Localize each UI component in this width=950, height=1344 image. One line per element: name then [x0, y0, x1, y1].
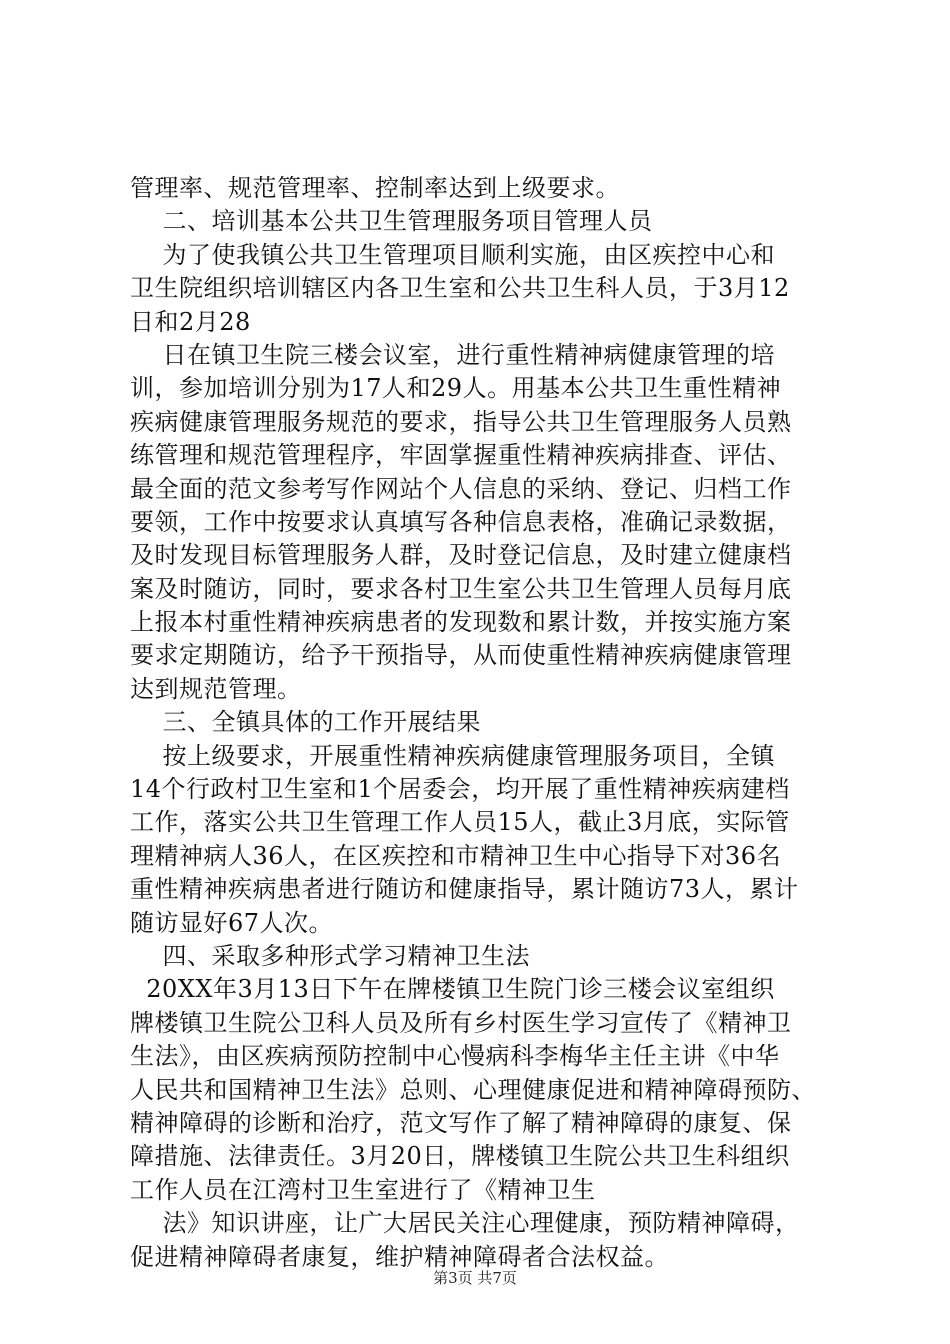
text-line: 管理率、规范管理率、控制率达到上级要求。 [130, 174, 620, 202]
page-number: 第3页 共7页 [433, 1269, 517, 1287]
text-line: 达到规范管理。 [130, 674, 302, 703]
text-line: 按上级要求，开展重性精神疾病健康管理服务项目，全镇 [130, 741, 776, 770]
section-heading-2: 二、培训基本公共卫生管理服务项目管理人员 [130, 207, 653, 236]
text-line: 重性精神疾病患者进行随访和健康指导，累计随访73人，累计 [130, 875, 799, 904]
text-line: 法》知识讲座，让广大居民关注心理健康，预防精神障碍， [130, 1209, 800, 1238]
section-heading-4: 四、采取多种形式学习精神卫生法 [130, 941, 531, 970]
text-line: 随访显好67人次。 [130, 908, 334, 937]
text-line: 20XX年3月13日下午在牌楼镇卫生院门诊三楼会议室组织 [130, 975, 775, 1004]
text-line: 要领，工作中按要求认真填写各种信息表格，准确记录数据， [130, 507, 792, 536]
text-line: 工作，落实公共卫生管理工作人员15人，截止3月底，实际管 [130, 808, 790, 837]
text-line: 练管理和规范管理程序，牢固掌握重性精神疾病排查、评估、 [130, 441, 792, 470]
text-line: 牌楼镇卫生院公卫科人员及所有乡村医生学习宣传了《精神卫 [130, 1008, 792, 1037]
text-line: 最全面的范文参考写作网站个人信息的采纳、登记、归档工作 [130, 474, 792, 503]
text-line: 案及时随访，同时，要求各村卫生室公共卫生管理人员每月底 [130, 574, 792, 603]
text-line: 疾病健康管理服务规范的要求，指导公共卫生管理服务人员熟 [130, 407, 792, 436]
page-footer [0, 1268, 950, 1288]
text-line: 工作人员在江湾村卫生室进行了《精神卫生 [130, 1175, 596, 1204]
text-line: 精神障碍的诊断和治疗，范文写作了解了精神障碍的康复、保 [130, 1108, 792, 1137]
text-line: 障措施、法律责任。3月20日，牌楼镇卫生院公共卫生科组织 [130, 1142, 790, 1171]
text-line: 要求定期随访，给予干预指导，从而使重性精神疾病健康管理 [130, 641, 792, 670]
section-heading-3: 三、全镇具体的工作开展结果 [130, 708, 482, 737]
text-line: 日在镇卫生院三楼会议室，进行重性精神病健康管理的培 [130, 340, 776, 369]
text-line: 及时发现目标管理服务人群，及时登记信息，及时建立健康档 [130, 541, 792, 570]
text-line: 生法》，由区疾病预防控制中心慢病科李梅华主任主讲《中华 [130, 1042, 780, 1071]
text-line: 为了使我镇公共卫生管理项目顺利实施，由区疾控中心和 [130, 240, 776, 269]
text-line: 上报本村重性精神疾病患者的发现数和累计数，并按实施方案 [130, 608, 792, 637]
document-body [130, 172, 830, 1274]
text-line: 训，参加培训分别为17人和29人。用基本公共卫生重性精神 [130, 374, 782, 403]
text-line: 促进精神障碍者康复，维护精神障碍者合法权益。 [130, 1242, 669, 1271]
text-line: 日和2月28 [130, 307, 251, 336]
text-line: 人民共和国精神卫生法》总则、心理健康促进和精神障碍预防、 [130, 1075, 816, 1104]
text-line: 14个行政村卫生室和1个居委会，均开展了重性精神疾病建档 [130, 775, 790, 804]
text-line: 理精神病人36人，在区疾控和市精神卫生中心指导下对36名 [130, 841, 782, 870]
text-line: 卫生院组织培训辖区内各卫生室和公共卫生科人员，于3月12 [130, 274, 790, 303]
